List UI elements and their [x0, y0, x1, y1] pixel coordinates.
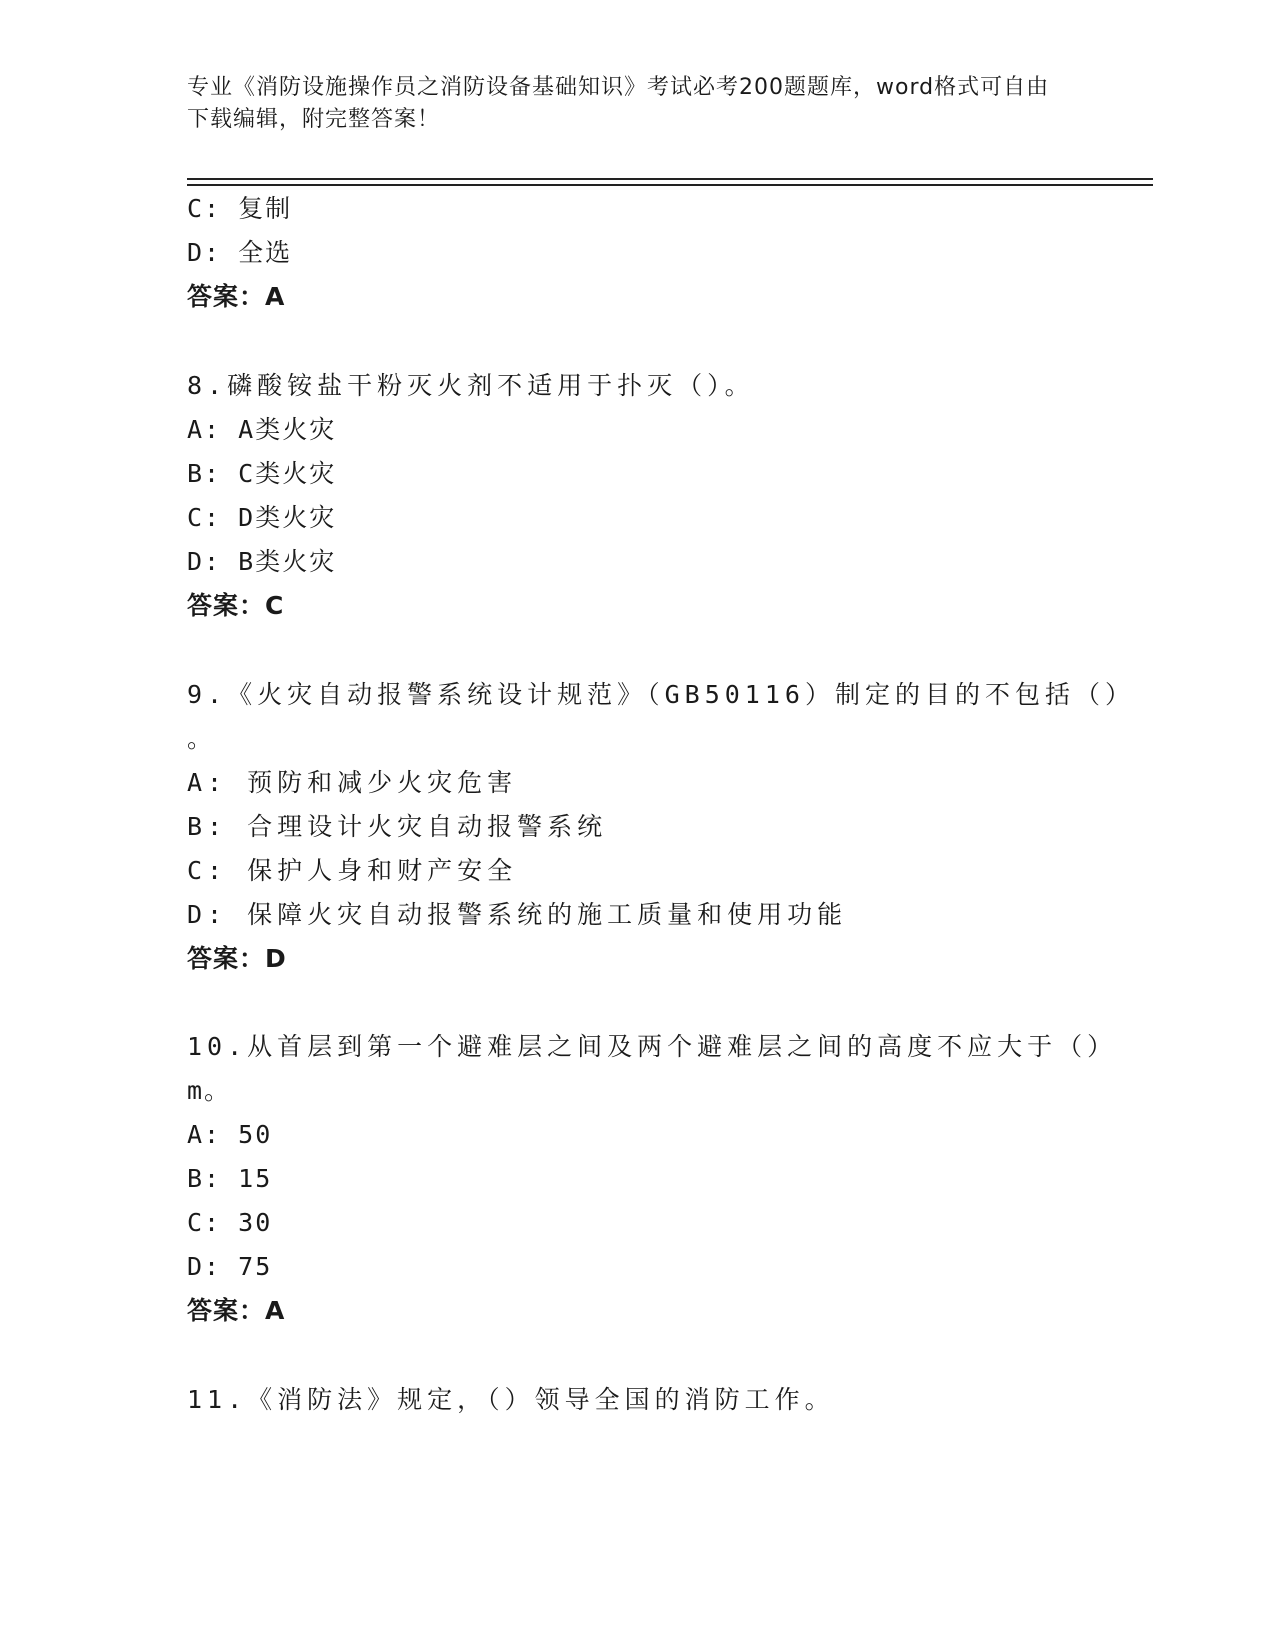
q9-option-a: A: 预防和减少火灾危害: [187, 768, 518, 797]
q10-stem-line2: m。: [187, 1076, 232, 1105]
q9-stem-line2: 。: [187, 724, 215, 753]
q9-option-d: D: 保障火灾自动报警系统的施工质量和使用功能: [187, 900, 848, 929]
q9-option-b: B: 合理设计火灾自动报警系统: [187, 812, 608, 841]
q10-option-a: A: 50: [187, 1120, 273, 1149]
q10-option-c: C: 30: [187, 1208, 273, 1237]
q8-option-a: A: A类火灾: [187, 415, 337, 444]
q9-option-c: C: 保护人身和财产安全: [187, 856, 518, 885]
prev-option-d: D: 全选: [187, 238, 293, 267]
q10-option-b: B: 15: [187, 1164, 273, 1193]
q10-option-d: D: 75: [187, 1252, 273, 1281]
prev-option-c: C: 复制: [187, 194, 293, 223]
q8-option-d: D: B类火灾: [187, 547, 337, 576]
header-rule-bottom: [187, 184, 1153, 186]
q11-stem: 11.《消防法》规定，（）领导全国的消防工作。: [187, 1385, 835, 1414]
q8-option-b: B: C类火灾: [187, 459, 337, 488]
prev-answer: 答案：A: [187, 282, 286, 311]
q8-answer: 答案：C: [187, 591, 285, 620]
q10-stem-line1: 10.从首层到第一个避难层之间及两个避难层之间的高度不应大于（）: [187, 1032, 1118, 1061]
document-header: 专业《消防设施操作员之消防设备基础知识》考试必考200题题库，word格式可自由下载编辑，附完整答案！: [187, 75, 1050, 132]
q8-stem: 8.磷酸铵盐干粉灭火剂不适用于扑灭（）。: [187, 371, 755, 400]
q10-answer: 答案：A: [187, 1296, 286, 1325]
q9-stem-line1: 9.《火灾自动报警系统设计规范》（GB50116）制定的目的不包括（）: [187, 680, 1135, 709]
q8-option-c: C: D类火灾: [187, 503, 337, 532]
q9-answer: 答案：D: [187, 944, 287, 973]
header-rule-top: [187, 178, 1153, 180]
